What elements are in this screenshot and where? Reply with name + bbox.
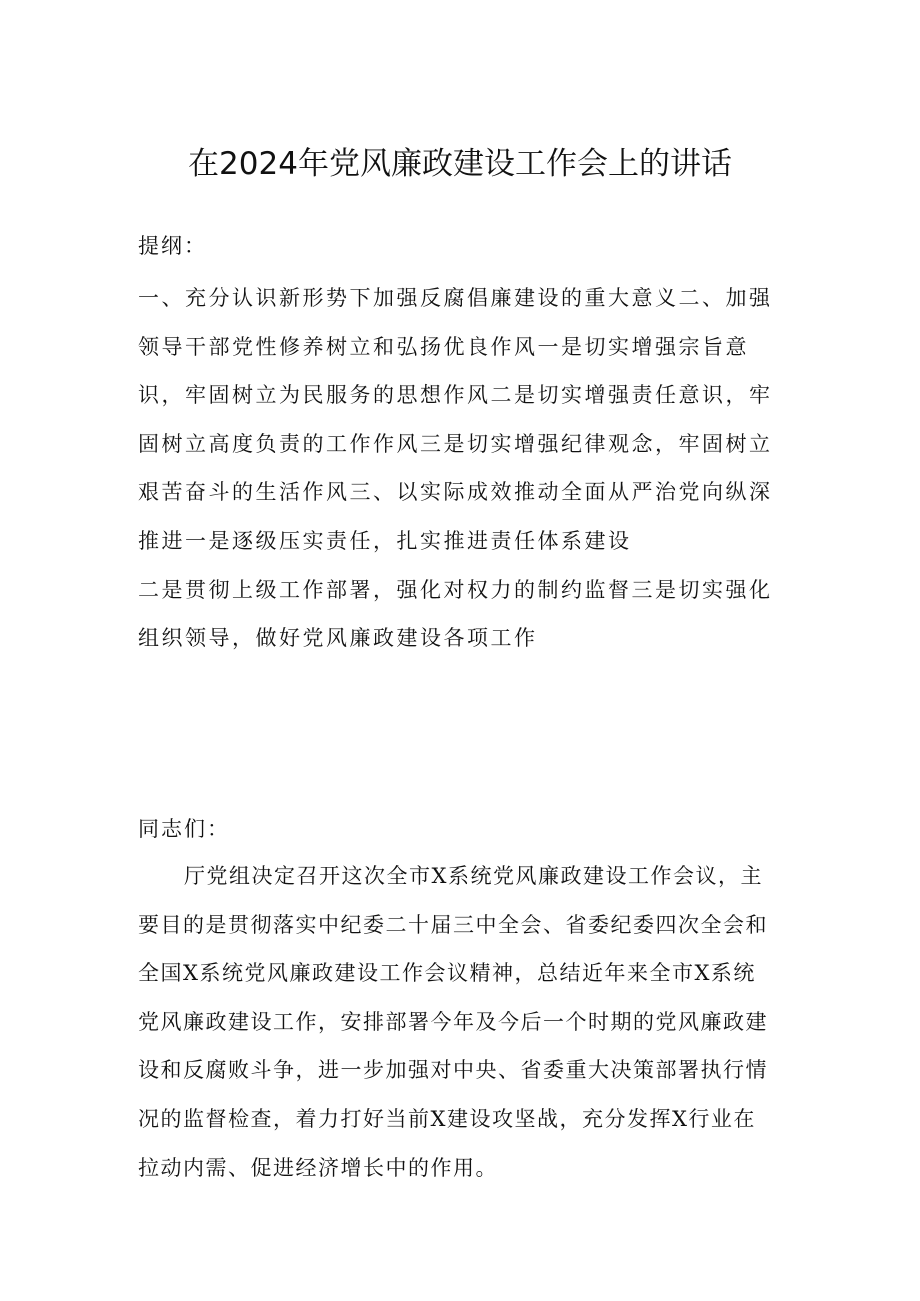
paragraph-line: 况的监督检查，着力打好当前X建设攻坚战，充分发挥X行业在 [138, 1106, 756, 1131]
paragraph-line: 党风廉政建设工作，安排部署今年及今后一个时期的党风廉政建 [138, 1009, 768, 1034]
outline-line: 一、充分认识新形势下加强反腐倡廉建设的重大意义二、加强 [138, 286, 773, 310]
paragraph-line: 设和反腐败斗争，进一步加强对中央、省委重大决策部署执行情 [138, 1058, 768, 1083]
greeting: 同志们： [138, 817, 230, 841]
paragraph-line: 要目的是贯彻落实中纪委二十届三中全会、省委纪委四次全会和 [138, 912, 768, 937]
outline-line: 领导干部党性修养树立和弘扬优良作风一是切实增强宗旨意 [138, 334, 749, 359]
outline-line: 固树立高度负责的工作作风三是切实增强纪律观念，牢固树立 [138, 431, 773, 456]
outline-line: 识，牢固树立为民服务的思想作风二是切实增强责任意识，牢 [138, 383, 773, 408]
outline-line: 二是贯彻上级工作部署，强化对权力的制约监督三是切实强化 [138, 577, 773, 602]
outline-line: 组织领导，做好党风廉政建设各项工作 [138, 626, 538, 651]
document-title: 在2024年党风廉政建设工作会上的讲话 [188, 146, 732, 182]
paragraph-line: 拉动内需、促进经济增长中的作用。 [138, 1155, 498, 1180]
outline-line: 推进一是逐级压实责任，扎实推进责任体系建设 [138, 528, 632, 553]
body-paragraph [138, 852, 788, 1192]
outline-section [138, 274, 788, 663]
outline-label: 提纲： [138, 234, 207, 258]
paragraph-line: 全国X系统党风廉政建设工作会议精神，总结近年来全市X系统 [138, 961, 756, 986]
paragraph-line: 厅党组决定召开这次全市X系统党风廉政建设工作会议，主 [184, 864, 763, 888]
outline-line: 艰苦奋斗的生活作风三、以实际成效推动全面从严治党向纵深 [138, 480, 773, 505]
